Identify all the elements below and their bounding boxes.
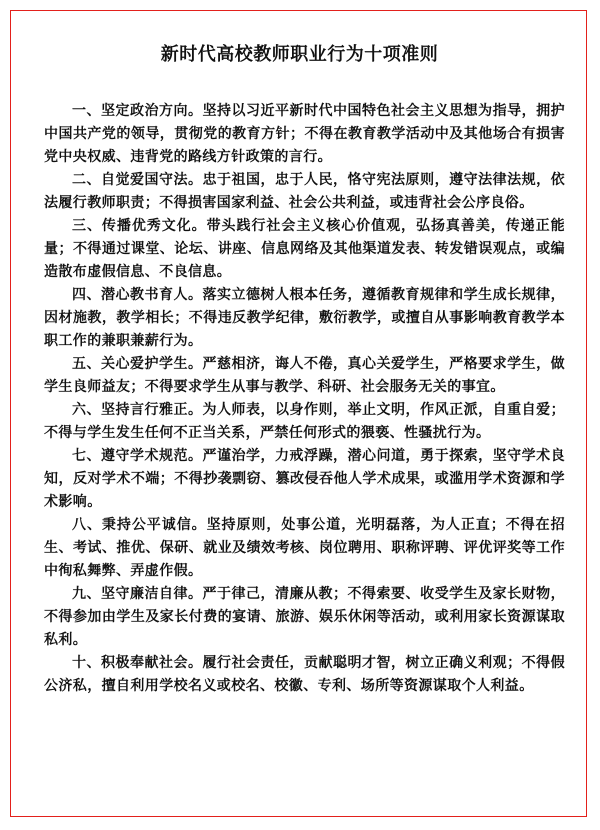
rule-paragraph-8: 八、秉持公平诚信。坚持原则，处事公道，光明磊落，为人正直；不得在招生、考试、推优、保研、就业及绩效考核、岗位聘用、职称评聘、评优评奖等工作中徇私舞弊、弄虚作假。 bbox=[44, 517, 565, 579]
rule-paragraph-10: 十、积极奉献社会。履行社会责任，贡献聪明才智，树立正确义利观；不得假公济私，擅自利用学校名义或校名、校徽、专利、场所等资源谋取个人利益。 bbox=[44, 655, 565, 694]
rule-paragraph-5: 五、关心爱护学生。严慈相济，诲人不倦，真心关爱学生，严格要求学生，做学生良师益友；不得要求学生从事与教学、科研、社会服务无关的事宜。 bbox=[44, 356, 565, 395]
rule-paragraph-9: 九、坚守廉洁自律。严于律己，清廉从教；不得索要、收受学生及家长财物，不得参加由学生及家长付费的宴请、旅游、娱乐休闲等活动，或利用家长资源谋取私利。 bbox=[44, 586, 565, 648]
rule-paragraph-3: 三、传播优秀文化。带头践行社会主义核心价值观，弘扬真善美，传递正能量；不得通过课堂、论坛、讲座、信息网络及其他渠道发表、转发错误观点，或编造散布虚假信息、不良信息。 bbox=[44, 218, 565, 280]
rule-paragraph-7: 七、遵守学术规范。严谨治学，力戒浮躁，潜心问道，勇于探索，坚守学术良知，反对学术不端；不得抄袭剽窃、篡改侵吞他人学术成果，或滥用学术资源和学术影响。 bbox=[44, 448, 565, 510]
rule-paragraph-2: 二、自觉爱国守法。忠于祖国，忠于人民，恪守宪法原则，遵守法律法规，依法履行教师职责；不得损害国家利益、社会公共利益，或违背社会公序良俗。 bbox=[44, 172, 565, 211]
rule-paragraph-6: 六、坚持言行雅正。为人师表，以身作则，举止文明，作风正派，自重自爱；不得与学生发生任何不正当关系，严禁任何形式的猥亵、性骚扰行为。 bbox=[44, 402, 565, 441]
document-title: 新时代高校教师职业行为十项准则 bbox=[160, 44, 439, 65]
rules-list bbox=[44, 100, 565, 698]
rule-paragraph-1: 一、坚定政治方向。坚持以习近平新时代中国特色社会主义思想为指导，拥护中国共产党的领导，贯彻党的教育方针；不得在教育教学活动中及其他场合有损害党中央权威、违背党的路线方针政策的言行。 bbox=[44, 103, 565, 165]
document-page bbox=[10, 10, 587, 817]
rule-paragraph-4: 四、潜心教书育人。落实立德树人根本任务，遵循教育规律和学生成长规律，因材施教，教学相长；不得违反教学纪律，敷衍教学，或擅自从事影响教育教学本职工作的兼职兼薪行为。 bbox=[44, 287, 565, 349]
